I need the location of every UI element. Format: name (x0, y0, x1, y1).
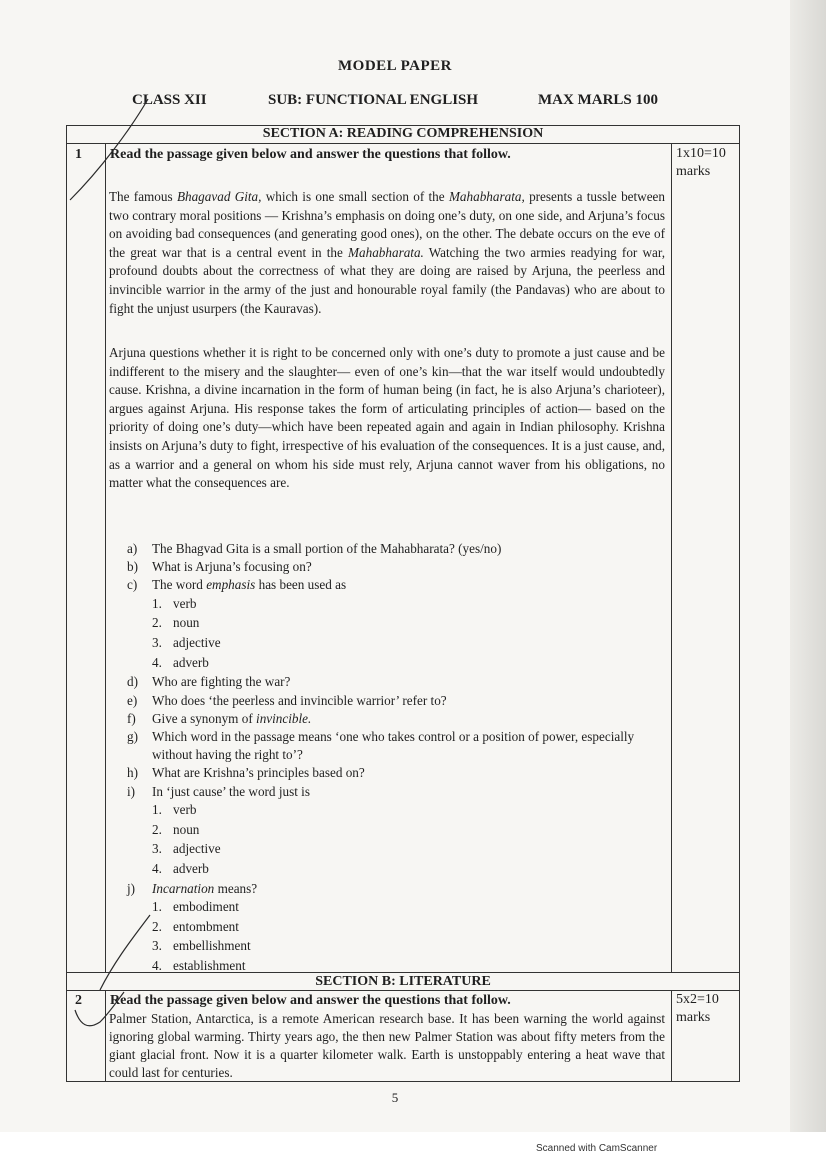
pen-stroke (75, 992, 124, 1026)
option-number: 3. (152, 938, 162, 954)
text-run: Give a synonym of (152, 710, 257, 726)
question-instruction: Read the passage given below and answer the questions that follow. (110, 147, 511, 162)
italic-text: emphasis (206, 577, 256, 593)
text-run: means? (214, 880, 258, 896)
marks-allocation: 5x2=10 marks (676, 992, 719, 1025)
option-text: embodiment (173, 898, 239, 914)
text-run: has been used as (255, 577, 347, 593)
option-number: 4. (152, 654, 162, 670)
subject-label: SUB: FUNCTIONAL ENGLISH (268, 92, 479, 108)
option-number: 3. (152, 841, 162, 857)
text-run: The famous (109, 189, 177, 204)
text-run: What is Arjuna’s focusing on? (152, 559, 312, 575)
option-text: establishment (173, 957, 246, 973)
scan-margin (0, 1132, 826, 1169)
italic-text: Mahabharata, (448, 189, 525, 204)
question-label: c) (127, 577, 138, 593)
italic-text: Mahabharata. (348, 244, 424, 260)
text-run: presents a tussle between two contrary moral positions — Krishna’s emphasis on doing one’s duty, on one side, and Arjuna’s focus on avoiding bad consequences (and generating good ones), on the other. The debate occurs on the eve of the great war that is a central event in the (109, 189, 666, 260)
option-text: embellishment (173, 938, 251, 954)
question-label: g) (127, 729, 138, 745)
page-number: 5 (391, 1090, 399, 1105)
section-b-heading: SECTION B: LITERATURE (315, 974, 491, 989)
question-label: j) (127, 880, 136, 896)
option-number: 2. (152, 918, 162, 934)
question-label: e) (127, 692, 138, 708)
option-number: 3. (152, 635, 162, 651)
question-label: d) (127, 674, 138, 690)
pen-stroke (70, 99, 148, 200)
option-text: verb (173, 801, 197, 817)
text-run: The Bhagvad Gita is a small portion of the Mahabharata? (yes/no) (152, 541, 502, 556)
italic-text: Incarnation (152, 880, 215, 896)
question-label: f) (127, 710, 136, 726)
class-label: CLASS XII (132, 92, 207, 108)
option-text: verb (173, 595, 197, 611)
passage-paragraph: Palmer Station, Antarctica, is a remote American research base. It has been warning the world against ignoring global warming. Thirty years ago, the then new Palmer Station was about fifty meters from the giant glacial front. Now it is a quarter kilometer walk. Earth is unstoppably entering a heat wave that could last for centuries. (109, 1011, 665, 1080)
option-text: entombment (173, 918, 239, 934)
question-instruction: Read the passage given below and answer the questions that follow. (110, 993, 511, 1008)
question-label: a) (127, 541, 138, 556)
scanner-watermark: Scanned with CamScanner (536, 1143, 658, 1154)
text-run: What are Krishna’s principles based on? (152, 765, 365, 781)
option-text: adjective (173, 841, 221, 857)
text-run: In ‘just cause’ the word just is (152, 783, 310, 799)
option-number: 1. (152, 898, 162, 914)
marks-allocation: 1x10=10 marks (676, 146, 726, 179)
scan-edge (790, 0, 826, 1169)
paper-title: MODEL PAPER (338, 58, 452, 74)
option-text: adverb (173, 860, 209, 876)
text-run: which is one small section of the (261, 189, 449, 204)
section-a-heading: SECTION A: READING COMPREHENSION (262, 126, 544, 141)
text-run: The word (152, 577, 207, 593)
italic-text: invincible. (256, 710, 312, 726)
option-number: 2. (152, 615, 162, 631)
text-run: Which word in the passage means ‘one who takes control or a position of power, especially without having the right to’? (152, 729, 635, 763)
question-label: i) (127, 783, 136, 799)
option-text: noun (173, 821, 200, 837)
option-number: 1. (152, 801, 162, 817)
max-marks-label: MAX MARLS 100 (538, 92, 658, 108)
option-number: 4. (152, 860, 162, 876)
text-run: Who does ‘the peerless and invincible warrior’ refer to? (152, 692, 447, 708)
option-text: noun (173, 615, 200, 631)
pen-stroke (100, 915, 150, 990)
italic-text: Bhagavad Gita, (176, 189, 262, 204)
option-number: 1. (152, 595, 162, 611)
question-number: 2 (75, 993, 82, 1008)
option-text: adjective (173, 635, 221, 651)
text-run: Who are fighting the war? (152, 674, 291, 690)
question-label: b) (127, 559, 138, 575)
option-text: adverb (173, 654, 209, 670)
text-run: Watching the two armies readying for war, profound doubts about the correctness of what they are doing are raised by Arjuna, the peerless and invincible warrior in the army of the just and honourable royal family (the Pandavas) who are about to fight the unjust usurpers (the Kauravas). (109, 244, 665, 316)
question-number: 1 (75, 147, 82, 162)
option-number: 2. (152, 821, 162, 837)
text-run: Arjuna questions whether it is right to be concerned only with one’s duty to promote a just cause and be indifferent to the misery and the slaughter— even of one’s kin—that the war itself would undoubtedly cause. Krishna, a divine incarnation in the form of human being (in fact, he is also Arjuna’s charioteer), argues against Arjuna. His response takes the form of articulating principles of action— based on the priority of doing one’s duty—which have been repeated again and again in Indian philosophy. Krishna insists on Arjuna’s duty to fight, irrespective of his evaluation of the consequences. It is a just cause, and, as a warrior and a general on whom his side must rely, Arjuna cannot waver from his obligations, no matter what the consequences are. (109, 345, 665, 491)
option-number: 4. (152, 957, 162, 973)
question-label: h) (127, 765, 138, 781)
